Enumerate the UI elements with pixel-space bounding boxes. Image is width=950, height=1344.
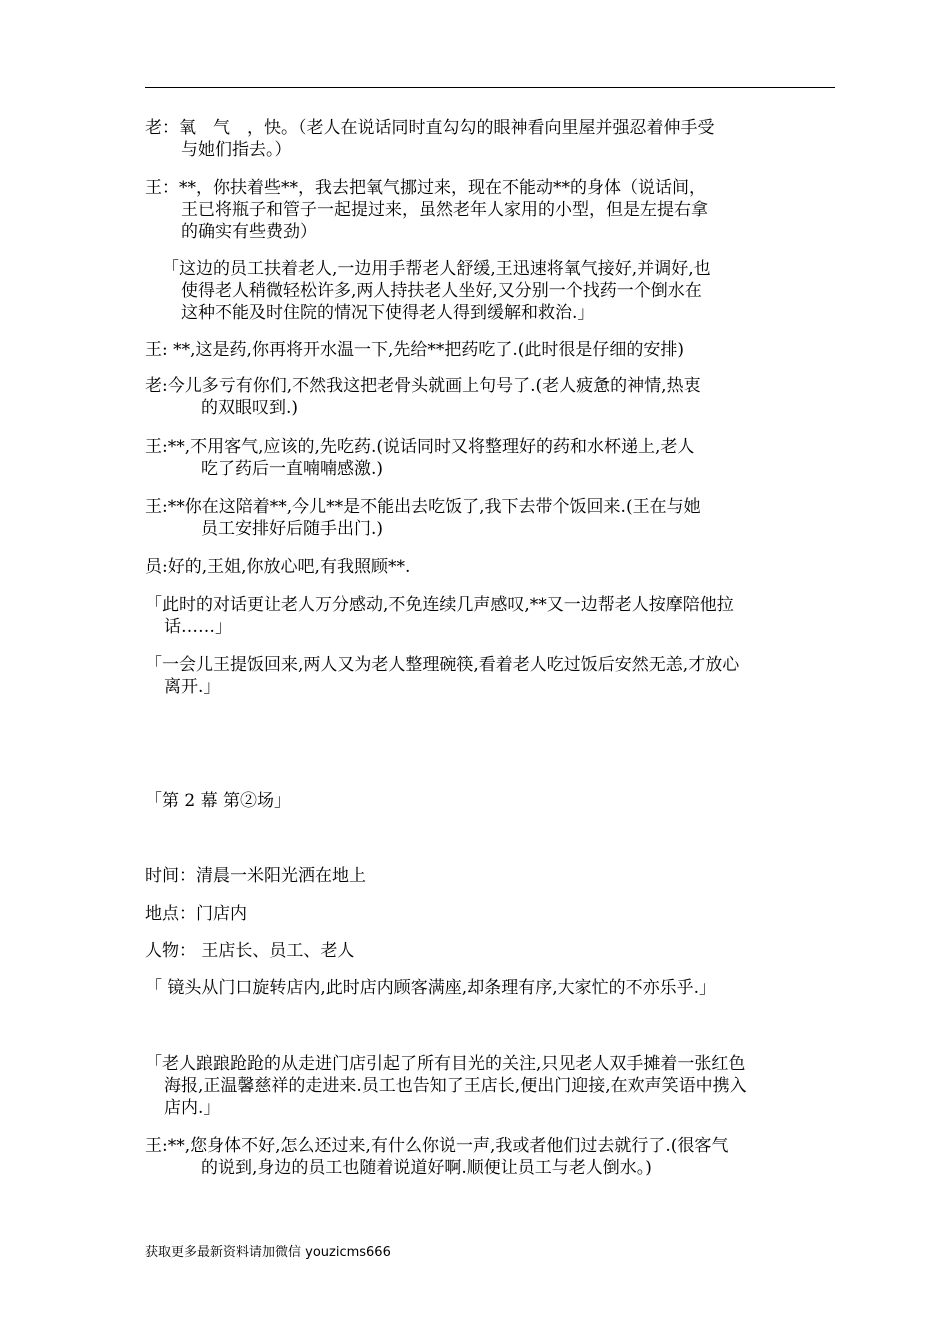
dialogue-line (145, 1135, 728, 1179)
scene-time (145, 865, 366, 887)
text-line: 「这边的员工扶着老人,一边用手帮老人舒缓,王迅速将氧气接好,并调好,也 (162, 259, 711, 279)
text-line: 王已将瓶子和管子一起提过来，虽然老年人家用的小型，但是左提右拿 (181, 200, 708, 220)
text-line: 老:今儿多亏有你们,不然我这把老骨头就画上句号了.(老人疲惫的神情,热衷 (145, 376, 701, 396)
text-line: 的双眼叹到.) (201, 398, 299, 418)
stage-direction (145, 654, 739, 698)
text-line: 店内.」 (164, 1098, 221, 1118)
text-line: 海报,正温馨慈祥的走进来.员工也告知了王店长,便出门迎接,在欢声笑语中携入 (164, 1076, 747, 1096)
text-line: 「此时的对话更让老人万分感动,不免连续几声感叹,**又一边帮老人按摩陪他拉 (145, 595, 734, 615)
text-line: 老：氧 气 ，快。（老人在说话同时直勾勾的眼神看向里屋并强忍着伸手受 (145, 118, 715, 138)
text-line: 王:**,不用客气,应该的,先吃药.(说话同时又将整理好的药和水杯递上,老人 (145, 437, 695, 457)
text-line: 的确实有些费劲） (181, 222, 317, 242)
scene-heading (145, 790, 291, 812)
scene-location (145, 903, 247, 925)
header-rule (145, 87, 835, 88)
text-line: 王：**，你扶着些**，我去把氧气挪过来，现在不能动**的身体（说话间， (145, 178, 706, 198)
text-line: 员:好的,王姐,你放心吧,有我照顾**. (145, 557, 411, 577)
text-line: 王: **,这是药,你再将开水温一下,先给**把药吃了.(此时很是仔细的安排) (145, 340, 685, 360)
text-line: 话……」 (164, 617, 232, 637)
text-line: 「老人踉踉跄跄的从走进门店引起了所有目光的关注,只见老人双手摊着一张红色 (145, 1054, 746, 1074)
scene-characters (145, 940, 354, 962)
text-line: 吃了药后一直喃喃感激.) (201, 459, 384, 479)
text-line: 王:**,您身体不好,怎么还过来,有什么你说一声,我或者他们过去就行了.(很客气 (145, 1136, 729, 1156)
dialogue-line (145, 117, 715, 161)
text-line: 「第 2 幕 第②场」 (145, 791, 292, 811)
dialogue-line (145, 436, 694, 480)
stage-direction (145, 1053, 747, 1119)
stage-direction (162, 258, 711, 324)
dialogue-line (145, 496, 701, 540)
text-line: 人物： 王店长、员工、老人 (145, 941, 355, 961)
dialogue-line (145, 375, 701, 419)
stage-direction (145, 594, 734, 638)
stage-direction (145, 977, 716, 999)
text-line: 员工安排好后随手出门.) (201, 519, 384, 539)
text-line: 地点：门店内 (145, 904, 247, 924)
footer-note: 获取更多最新资料请加微信 youzicms666 (145, 1245, 391, 1260)
text-line: 离开.」 (164, 677, 221, 697)
dialogue-line (145, 556, 410, 578)
dialogue-line (145, 177, 708, 243)
text-line: 「 镜头从门口旋转店内,此时店内顾客满座,却条理有序,大家忙的不亦乐乎.」 (145, 978, 717, 998)
text-line: 这种不能及时住院的情况下使得老人得到缓解和救治.」 (181, 303, 595, 323)
text-line: 时间：清晨一米阳光洒在地上 (145, 866, 366, 886)
text-line: 的说到,身边的员工也随着说道好啊.顺便让员工与老人倒水。) (201, 1158, 652, 1178)
text-line: 使得老人稍微轻松许多,两人持扶老人坐好,又分别一个找药一个倒水在 (181, 281, 702, 301)
text-line: 「一会儿王提饭回来,两人又为老人整理碗筷,看着老人吃过饭后安然无恙,才放心 (145, 655, 740, 675)
dialogue-line (145, 339, 684, 361)
text-line: 王:**你在这陪着**,今儿**是不能出去吃饭了,我下去带个饭回来.(王在与她 (145, 497, 701, 517)
text-line: 与她们指去。） (181, 140, 292, 160)
